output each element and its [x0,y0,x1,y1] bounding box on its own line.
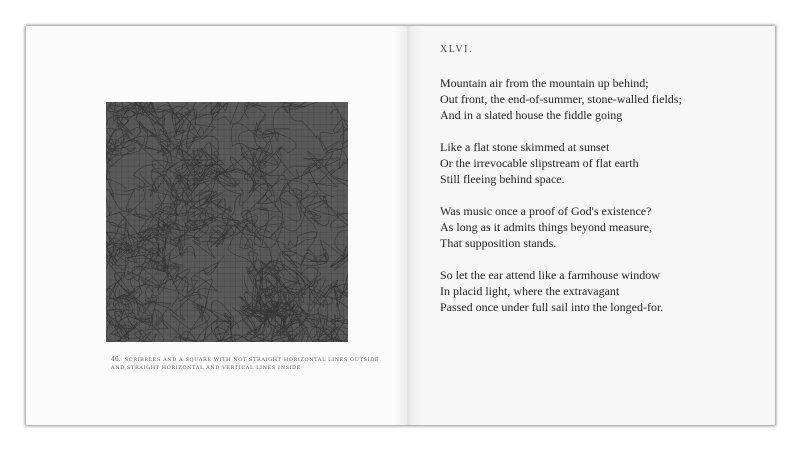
poem-line: As long as it admits things beyond measure, [440,220,652,234]
poem-body [440,75,682,331]
inner-grid-lines [108,104,346,340]
poem-line: Was music once a proof of God's existence? [440,204,652,218]
poem-line: And in a slated house the fiddle going [440,108,623,122]
poem-line: Like a flat stone skimmed at sunset [440,140,610,154]
poem-line: Out front, the end-of-summer, stone-walled fields; [440,92,682,106]
stanza [440,203,682,251]
poem-line: In placid light, where the extravagant [440,284,620,298]
poem-number: XLVI. [440,44,473,55]
plate-caption-text: SCRIBBLES AND A SQUARE WITH NOT STRAIGHT HORIZONTAL LINES OUTSIDE AND STRAIGHT HORIZONTAL AND VERTICAL LINES INSIDE [111,357,380,371]
poem-line: Still fleeing behind space. [440,172,565,186]
stanza [440,75,682,123]
poem-line: That supposition stands. [440,236,557,250]
poem-line: Mountain air from the mountain up behind; [440,76,649,90]
plate-caption [111,356,391,372]
poem-line: Or the irrevocable slipstream of flat earth [440,156,639,170]
poem-line: So let the ear attend like a farmhouse window [440,268,660,282]
plate-number: 46. [111,356,121,363]
scribble-square-artwork [106,102,348,342]
stanza [440,139,682,187]
scribble-texture [106,102,348,342]
stanza [440,267,682,315]
book-gutter [393,26,423,425]
poem-line: Passed once under full sail into the longed-for. [440,300,664,314]
